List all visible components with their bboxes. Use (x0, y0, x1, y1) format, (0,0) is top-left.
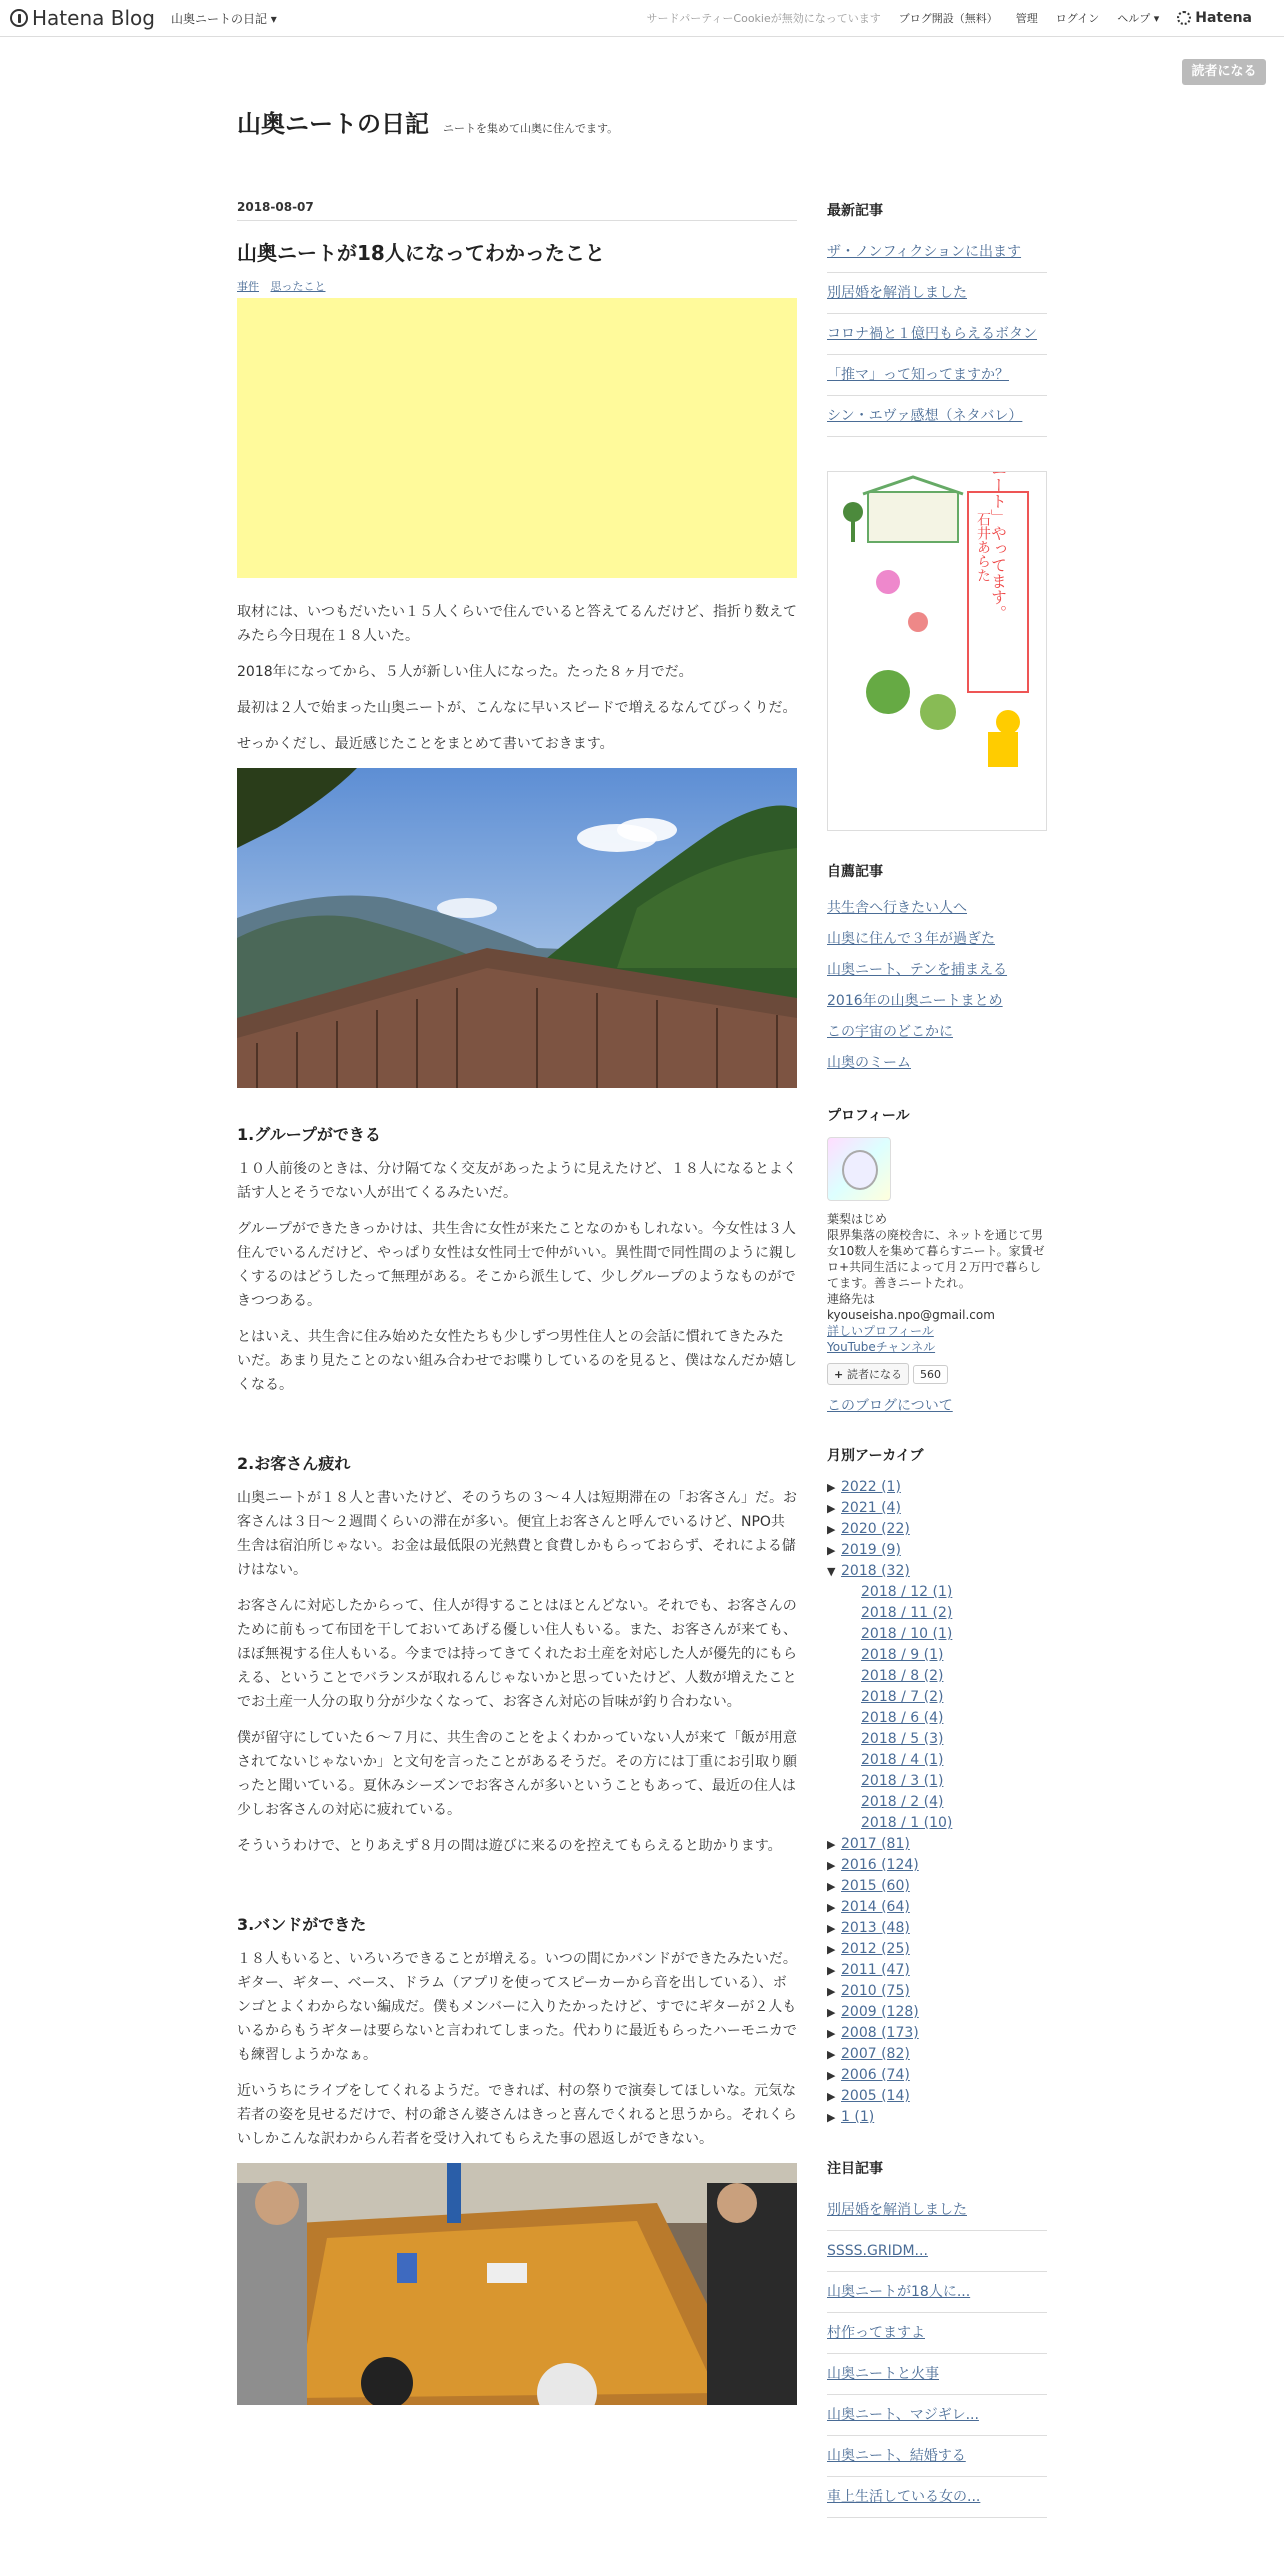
hatena-blog-logo[interactable] (10, 6, 155, 30)
archive-year (827, 2065, 1047, 2086)
archive-list (827, 1477, 1047, 2128)
section-heading: 3.バンドができた (237, 1915, 367, 1934)
hatena-logo[interactable] (1177, 10, 1270, 26)
archive-month (827, 1771, 1047, 1792)
entry-title[interactable]: 山奥ニートが18人になってわかったこと (237, 241, 605, 265)
archive-year (827, 2086, 1047, 2107)
entry-categories (237, 278, 797, 294)
archive-year (827, 1561, 1047, 1582)
archive-month-link[interactable]: 2018 / 3 (1) (861, 1773, 944, 1789)
popular-link[interactable]: 山奥ニートと火事 (827, 2366, 939, 2382)
archive-year-link[interactable]: 2019 (9) (841, 1542, 901, 1558)
blog-description: ニートを集めて山奥に住んでます。 (443, 122, 619, 135)
triangle-right-icon[interactable]: ▶ (827, 1502, 836, 1515)
archive-month-link[interactable]: 2018 / 8 (2) (861, 1668, 944, 1684)
logo-text: Hatena Blog (32, 6, 155, 30)
popular-item (827, 2231, 1047, 2272)
paragraph: お客さんに対応したからって、住人が得することはほとんどない。それでも、お客さんのために前もって布団を干しておいてあげる優しい住人もいる。また、お客さんが来ても、ほぼ無視する住人もいる。今までは持ってきてくれたお土産を対応した人が優先的にもらえる、ということでバランスが取れるんじゃないかと思っていたけど、人数が増えたことでお土産一人分の取り分が少なくなって、お客さん対応の旨味が釣り合わない。 (237, 1598, 797, 1710)
paragraph: そういうわけで、とりあえず８月の間は遊びに来るのを控えてもらえると助かります。 (237, 1838, 782, 1854)
hatena-text: Hatena (1195, 10, 1252, 26)
triangle-right-icon[interactable]: ▶ (827, 1901, 836, 1914)
archive-title: 月別アーカイブ (827, 1448, 924, 1464)
popular-item (827, 2477, 1047, 2518)
archive-year-link[interactable]: 2017 (81) (841, 1836, 910, 1852)
archive-year-link[interactable]: 2005 (14) (841, 2088, 910, 2104)
archive-year (827, 1918, 1047, 1939)
popular-link[interactable]: 車上生活している女の... (827, 2489, 981, 2505)
paragraph: 取材には、いつもだいたい１５人くらいで住んでいると答えてるんだけど、指折り数えてみたら今日現在１８人いた。 (237, 604, 797, 644)
archive-year (827, 2002, 1047, 2023)
popular-item (827, 2395, 1047, 2436)
paragraph: グループができたきっかけは、共生舎に女性が来たことなのかもしれない。今女性は３人住んでいるんだけど、やっぱり女性は女性同士で仲がいい。異性間で同性間のように親しくするのはどうしたって無理がある。そこから派生して、少しグループのようなものができつつある。 (237, 1221, 797, 1309)
paragraph: 山奥ニートが１８人と書いたけど、そのうちの３～４人は短期滞在の「お客さん」だ。お客さんは３日～２週間くらいの滞在が多い。便宜上お客さんと呼んでいるけど、NPO共生舎は宿泊所じゃない。お金は最低限の光熱費と食費しかもらっておらず、それによる儲けはない。 (237, 1490, 797, 1578)
entry-date[interactable]: 2018-08-07 (237, 200, 797, 221)
archive-year (827, 2107, 1047, 2128)
triangle-right-icon[interactable]: ▶ (827, 2069, 836, 2082)
featured-link[interactable]: 共生舎へ行きたい人へ (827, 900, 967, 916)
category-link[interactable]: 思ったこと (270, 280, 326, 293)
category-link[interactable]: 事件 (237, 280, 259, 293)
featured-link[interactable]: 山奥ニート、テンを捕まえる (827, 962, 1008, 978)
book-cover[interactable] (827, 471, 1047, 831)
triangle-right-icon[interactable]: ▶ (827, 2006, 836, 2019)
triangle-right-icon[interactable]: ▶ (827, 2111, 836, 2124)
archive-year (827, 2044, 1047, 2065)
archive-year (827, 1897, 1047, 1918)
archive-year (827, 1876, 1047, 1897)
archive-year-link[interactable]: 2016 (124) (841, 1857, 919, 1873)
recent-item (827, 355, 1047, 396)
triangle-right-icon[interactable]: ▶ (827, 1922, 836, 1935)
recent-item (827, 396, 1047, 437)
header-link-start-blog[interactable]: ブログ開設（無料） (898, 12, 998, 25)
featured-link[interactable]: 山奥に住んで３年が過ぎた (827, 931, 995, 947)
paragraph: 僕が留守にしていた６～７月に、共生舎のことをよくわかっていない人が来て「飯が用意されてないじゃないか」と文句を言ったことがあるそうだ。その方には丁重にお引取り願ったと聞いている。夏休みシーズンでお客さんが多いということもあって、最近の住人は少しお客さんの対応に疲れている。 (237, 1730, 797, 1818)
popular-link[interactable]: 山奥ニートが18人に... (827, 2284, 971, 2300)
popular-link[interactable]: 山奥ニート、結婚する (827, 2448, 966, 2464)
profile-title: プロフィール (827, 1108, 910, 1124)
popular-link[interactable]: 村作ってますよ (827, 2325, 925, 2341)
popular-link[interactable]: SSSS.GRIDM... (827, 2243, 928, 2259)
paragraph: せっかくだし、最近感じたことをまとめて書いておきます。 (237, 736, 614, 752)
archive-month (827, 1792, 1047, 1813)
ad-banner[interactable] (237, 298, 797, 578)
archive-year-link[interactable]: 2006 (74) (841, 2067, 910, 2083)
subscribe-widget (827, 1363, 1047, 1385)
triangle-right-icon[interactable]: ▶ (827, 1985, 836, 1998)
triangle-right-icon[interactable]: ▶ (827, 2048, 836, 2061)
archive-month-link[interactable]: 2018 / 9 (1) (861, 1647, 944, 1663)
paragraph: １８人もいると、いろいろできることが増える。いつの間にかバンドができたみたいだ。ギター、ギター、ベース、ドラム（アプリを使ってスピーカーから音を出している）、ボンゴとよくわからない編成だ。僕もメンバーに入りたかったけど、すでにギターが２人もいるからもうギターは要らないと言われてしまった。代わりに最近もらったハーモニカでも練習しようかなぁ。 (237, 1951, 797, 2063)
triangle-right-icon[interactable]: ▶ (827, 1481, 836, 1494)
about-blog-link[interactable]: このブログについて (827, 1398, 953, 1414)
archive-year (827, 1981, 1047, 2002)
paragraph: 最初は２人で始まった山奥ニートが、こんなに早いスピードで増えるなんてびっくりだ。 (237, 700, 797, 716)
triangle-right-icon[interactable]: ▶ (827, 1880, 836, 1893)
mountain-photo[interactable] (237, 768, 797, 1088)
profile-bio: 限界集落の廃校舎に、ネットを通じて男女10数人を集めて暮らすニート。家賃ゼロ+共同生活によって月２万円で暮らしてます。善きニートたれ。 (827, 1228, 1045, 1290)
popular-title: 注目記事 (827, 2161, 883, 2177)
archive-year-link[interactable]: 2010 (75) (841, 1983, 910, 1999)
archive-year-link[interactable]: 2020 (22) (841, 1521, 910, 1537)
recent-item (827, 314, 1047, 355)
section-heading: 2.お客さん疲れ (237, 1454, 351, 1473)
archive-month (827, 1813, 1047, 1834)
popular-item (827, 2190, 1047, 2231)
recent-link[interactable]: 「推マ」って知ってますか？ (827, 367, 1009, 383)
archive-month (827, 1729, 1047, 1750)
archive-year-link[interactable]: 2021 (4) (841, 1500, 901, 1516)
header-link-help[interactable]: ヘルプ ▾ (1117, 12, 1160, 25)
recent-title: 最新記事 (827, 203, 883, 219)
archive-year (827, 1519, 1047, 1540)
profile-email: kyouseisha.npo@gmail.com (827, 1308, 995, 1322)
archive-month (827, 1603, 1047, 1624)
archive-month (827, 1645, 1047, 1666)
popular-link[interactable]: 別居婚を解消しました (827, 2202, 967, 2218)
avatar-face-icon (842, 1150, 878, 1190)
triangle-right-icon[interactable]: ▶ (827, 1523, 836, 1536)
archive-year-link[interactable]: 2009 (128) (841, 2004, 919, 2020)
triangle-right-icon[interactable]: ▶ (827, 1544, 836, 1557)
profile-name: 葉梨はじめ (827, 1212, 888, 1226)
recent-link[interactable]: 別居婚を解消しました (827, 285, 967, 301)
archive-year (827, 2023, 1047, 2044)
profile-contact-label: 連絡先は (827, 1292, 876, 1306)
triangle-right-icon[interactable]: ▶ (827, 1943, 836, 1956)
archive-year-link[interactable]: 2013 (48) (841, 1920, 910, 1936)
archive-month-link[interactable]: 2018 / 12 (1) (861, 1584, 953, 1600)
archive-year-link[interactable]: 2011 (47) (841, 1962, 910, 1978)
archive-year-link[interactable]: 2008 (173) (841, 2025, 919, 2041)
archive-year (827, 1939, 1047, 1960)
featured-link[interactable]: この宇宙のどこかに (827, 1024, 953, 1040)
archive-month (827, 1708, 1047, 1729)
recent-item (827, 273, 1047, 314)
archive-month (827, 1624, 1047, 1645)
recent-link[interactable]: コロナ禍と１億円もらえるボタン (827, 326, 1037, 342)
triangle-right-icon[interactable]: ▶ (827, 1859, 836, 1872)
popular-item (827, 2272, 1047, 2313)
archive-year (827, 1960, 1047, 1981)
section-heading: 1.グループができる (237, 1125, 381, 1144)
archive-year (827, 1855, 1047, 1876)
archive-year-link[interactable]: 2022 (1) (841, 1479, 901, 1495)
entry-body (237, 600, 797, 2405)
book-title-text: 「山奥ニート」やってます。 (988, 472, 1008, 621)
popular-item (827, 2436, 1047, 2477)
triangle-right-icon[interactable]: ▶ (827, 1964, 836, 1977)
featured-link[interactable]: 2016年の山奥ニートまとめ (827, 993, 1003, 1009)
blog-menu[interactable]: 山奥ニートの日記 ▾ (170, 11, 277, 26)
avatar[interactable] (827, 1137, 891, 1201)
profile-text (827, 1211, 1047, 1355)
popular-list (827, 2190, 1047, 2518)
paragraph: １０人前後のときは、分け隔てなく交友があったように見えたけど、１８人になるとよく話す人とそうでない人が出てくるみたいだ。 (237, 1161, 797, 1201)
triangle-right-icon[interactable]: ▶ (827, 2090, 836, 2103)
hatena-dots-icon (1177, 11, 1191, 25)
recent-link[interactable]: シン・エヴァ感想（ネタバレ） (827, 408, 1023, 424)
entry (237, 200, 797, 2405)
archive-month-link[interactable]: 2018 / 11 (2) (861, 1605, 953, 1621)
paragraph: 2018年になってから、５人が新しい住人になった。たった８ヶ月でだ。 (237, 664, 693, 680)
profile-detail-link[interactable]: 詳しいプロフィール (827, 1324, 934, 1338)
archive-year (827, 1540, 1047, 1561)
paragraph: とはいえ、共生舎に住み始めた女性たちも少しずつ男性住人との会話に慣れてきたみたいだ。あまり見たことのない組み合わせでお喋りしているのを見ると、僕はなんだか嬉しくなる。 (237, 1329, 797, 1393)
archive-year-link[interactable]: 2018 (32) (841, 1563, 910, 1579)
global-header (0, 0, 1284, 37)
archive-month (827, 1666, 1047, 1687)
sidebar (827, 200, 1047, 2518)
popular-link[interactable]: 山奥ニート、マジギレ... (827, 2407, 979, 2423)
plus-icon: + (834, 1368, 848, 1381)
archive-month-link[interactable]: 2018 / 2 (4) (861, 1794, 944, 1810)
header-link-login[interactable]: ログイン (1055, 12, 1100, 25)
blog-title[interactable]: 山奥ニートの日記 (237, 110, 429, 138)
featured-title: 自薦記事 (827, 864, 883, 880)
popular-item (827, 2313, 1047, 2354)
recent-link[interactable]: ザ・ノンフィクションに出ます (827, 244, 1022, 260)
header-link-admin[interactable]: 管理 (1015, 12, 1038, 25)
archive-year-link[interactable]: 2015 (60) (841, 1878, 910, 1894)
archive-month-link[interactable]: 2018 / 6 (4) (861, 1710, 944, 1726)
subscribe-small-button[interactable] (827, 1363, 909, 1385)
featured-link[interactable]: 山奥のミーム (827, 1055, 911, 1071)
archive-month-link[interactable]: 2018 / 1 (10) (861, 1815, 953, 1831)
archive-month (827, 1582, 1047, 1603)
recent-item (827, 232, 1047, 273)
header-right (647, 0, 1284, 36)
blog-header (237, 104, 618, 139)
popular-item (827, 2354, 1047, 2395)
subscribe-button[interactable]: 読者になる (1182, 59, 1266, 85)
archive-year (827, 1498, 1047, 1519)
featured-list (827, 893, 1047, 1079)
subscribe-count: 560 (913, 1365, 948, 1384)
archive-year-link[interactable]: 2014 (64) (841, 1899, 910, 1915)
triangle-down-icon[interactable]: ▼ (827, 1565, 836, 1578)
archive-month-link[interactable]: 2018 / 7 (2) (861, 1689, 944, 1705)
archive-year-link[interactable]: 1 (1) (841, 2109, 875, 2125)
archive-month-link[interactable]: 2018 / 10 (1) (861, 1626, 953, 1642)
archive-year (827, 1477, 1047, 1498)
archive-year-link[interactable]: 2007 (82) (841, 2046, 910, 2062)
band-photo[interactable] (237, 2163, 797, 2405)
triangle-right-icon[interactable]: ▶ (827, 1838, 836, 1851)
archive-month-link[interactable]: 2018 / 5 (3) (861, 1731, 944, 1747)
triangle-right-icon[interactable]: ▶ (827, 2027, 836, 2040)
hatena-logo-icon (10, 9, 28, 27)
cookie-notice[interactable]: サードパーティーCookieが無効になっています (646, 12, 881, 25)
paragraph: 近いうちにライブをしてくれるようだ。できれば、村の祭りで演奏してほしいな。元気な若者の姿を見せるだけで、村の爺さん婆さんはきっと喜んでくれると思うから。それくらいしかこんな訳わからん若者を受け入れてもらえた事の恩返しができない。 (237, 2083, 797, 2147)
archive-month (827, 1687, 1047, 1708)
archive-year-link[interactable]: 2012 (25) (841, 1941, 910, 1957)
archive-year (827, 1834, 1047, 1855)
youtube-link[interactable]: YouTubeチャンネル (827, 1340, 936, 1354)
book-author-text: 石井あらた (975, 512, 991, 582)
archive-month-link[interactable]: 2018 / 4 (1) (861, 1752, 944, 1768)
archive-month (827, 1750, 1047, 1771)
subscribe-small-label: 読者になる (847, 1368, 903, 1381)
